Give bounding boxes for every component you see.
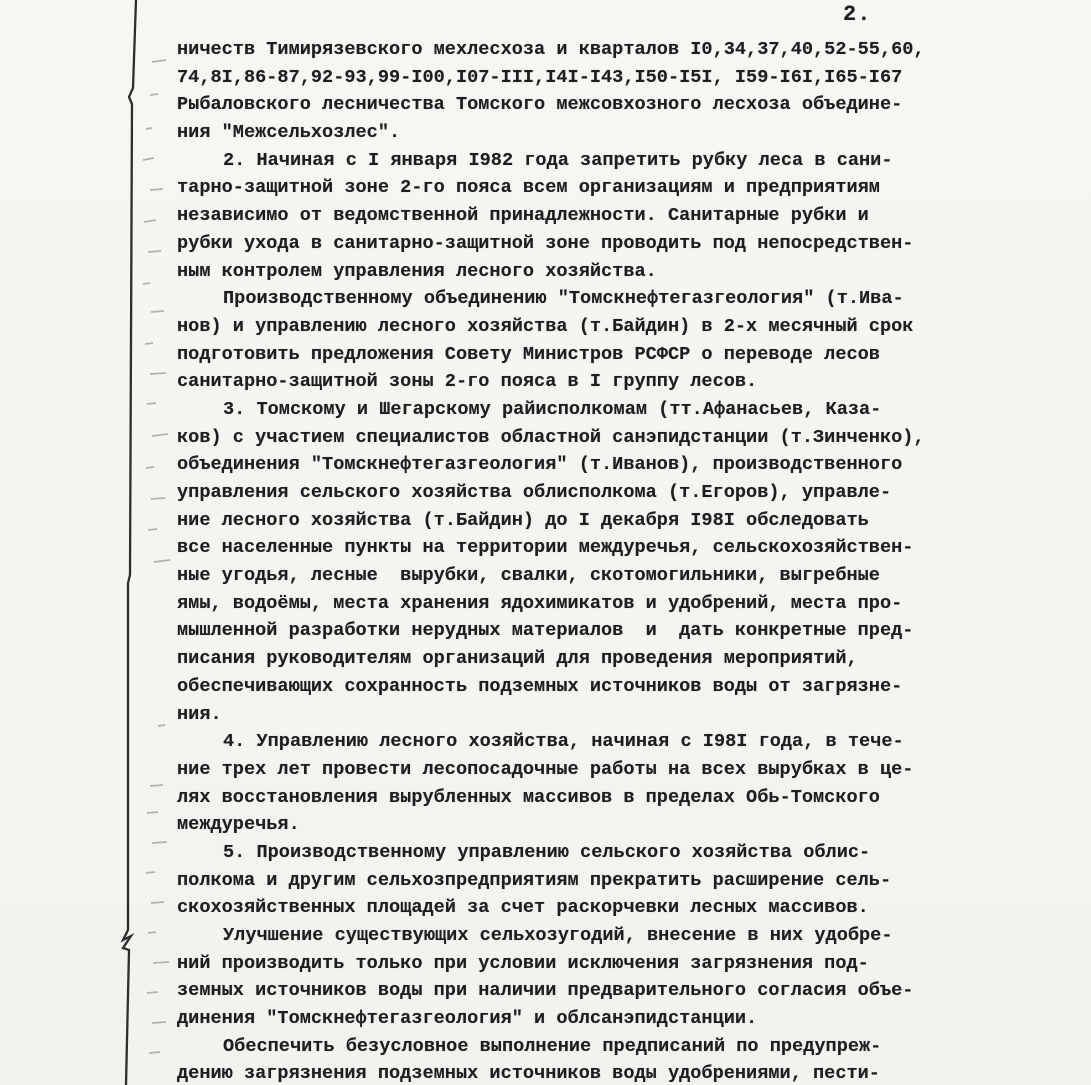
document-line: обеспечивающих сохранность подземных источников воды от загрязне-: [177, 675, 903, 697]
document-line: ний производить только при условии исключения загрязнения под-: [177, 952, 869, 974]
document-line: лях восстановления вырубленных массивов в пределах Обь-Томского: [177, 786, 880, 808]
document-line: 2. Начиная с I января I982 года запретить рубку леса в сани-: [223, 149, 893, 171]
document-line: дению загрязнения подземных источников воды удобрениями, пести-: [177, 1063, 880, 1085]
document-body: [177, 36, 977, 1085]
document-line: Производственному объединению "Томскнефтегазгеология" (т.Ива-: [223, 288, 904, 310]
document-line: 5. Производственному управлению сельского хозяйства облис-: [223, 841, 871, 863]
document-line: ние лесного хозяйства (т.Байдин) до I декабря I98I обследовать: [177, 509, 869, 531]
document-line: нов) и управлению лесного хозяйства (т.Байдин) в 2-х месячный срок: [177, 315, 914, 337]
document-line: объединения "Томскнефтегазгеология" (т.Иванов), производственного: [177, 454, 903, 476]
document-line: ным контролем управления лесного хозяйства.: [177, 260, 657, 282]
document-line: ничеств Тимирязевского мехлесхоза и кварталов I0,34,37,40,52-55,60,: [177, 39, 925, 60]
document-line: 74,8I,86-87,92-93,99-I00,I07-III,I4I-I43,I50-I5I, I59-I6I,I65-I67: [177, 66, 903, 88]
document-line: ния "Межсельхозлес".: [177, 122, 401, 144]
document-line: скохозяйственных площадей за счет раскорчевки лесных массивов.: [177, 897, 869, 919]
document-line: независимо от ведомственной принадлежности. Санитарные рубки и: [177, 205, 869, 227]
document-line: ямы, водоёмы, места хранения ядохимикатов и удобрений, места про-: [177, 592, 903, 614]
document-line: управления сельского хозяйства облисполкома (т.Егоров), управле-: [177, 482, 892, 503]
page-number: 2.: [843, 2, 872, 27]
document-line: мышленной разработки нерудных материалов и дать конкретные пред-: [177, 620, 914, 642]
document-line: Рыбаловского лесничества Томского межсовхозного лесхоза объедине-: [177, 94, 903, 116]
document-line: тарно-защитной зоне 2-го пояса всем организациям и предприятиям: [177, 177, 880, 199]
margin-marks: [143, 60, 170, 1053]
document-line: ков) с участием специалистов областной санэпидстанции (т.Зинченко),: [177, 426, 925, 448]
document-line: земных источников воды при наличии предварительного согласия объе-: [177, 980, 914, 1002]
document-line: все населенные пункты на территории междуречья, сельскохозяйствен-: [177, 537, 914, 559]
document-line: санитарно-защитной зоны 2-го пояса в I группу лесов.: [177, 371, 758, 393]
page-fold-line: [123, 0, 136, 1085]
document-line: ния.: [177, 703, 222, 725]
document-line: Обеспечить безусловное выполнение предписаний по предупреж-: [223, 1035, 882, 1057]
document-line: ные угодья, лесные вырубки, свалки, скотомогильники, выгребные: [177, 565, 880, 587]
document-line: полкома и другим сельхозпредприятиям прекратить расширение сель-: [177, 869, 892, 891]
document-line: динения "Томскнефтегазгеология" и облсанэпидстанции.: [177, 1008, 758, 1030]
document-line: ние трех лет провести лесопосадочные работы на всех вырубках в це-: [177, 758, 914, 780]
document-line: междуречья.: [177, 814, 300, 836]
document-line: 3. Томскому и Шегарскому райисполкомам (тт.Афанасьев, Каза-: [223, 398, 882, 420]
document-line: рубки ухода в санитарно-защитной зоне проводить под непосредствен-: [177, 232, 914, 254]
document-line: Улучшение существующих сельхозугодий, внесение в них удобре-: [223, 925, 893, 946]
document-line: писания руководителям организаций для проведения мероприятий,: [177, 648, 858, 670]
document-line: подготовить предложения Совету Министров РСФСР о переводе лесов: [177, 343, 880, 365]
document-line: 4. Управлению лесного хозяйства, начиная с I98I года, в тече-: [223, 731, 904, 753]
